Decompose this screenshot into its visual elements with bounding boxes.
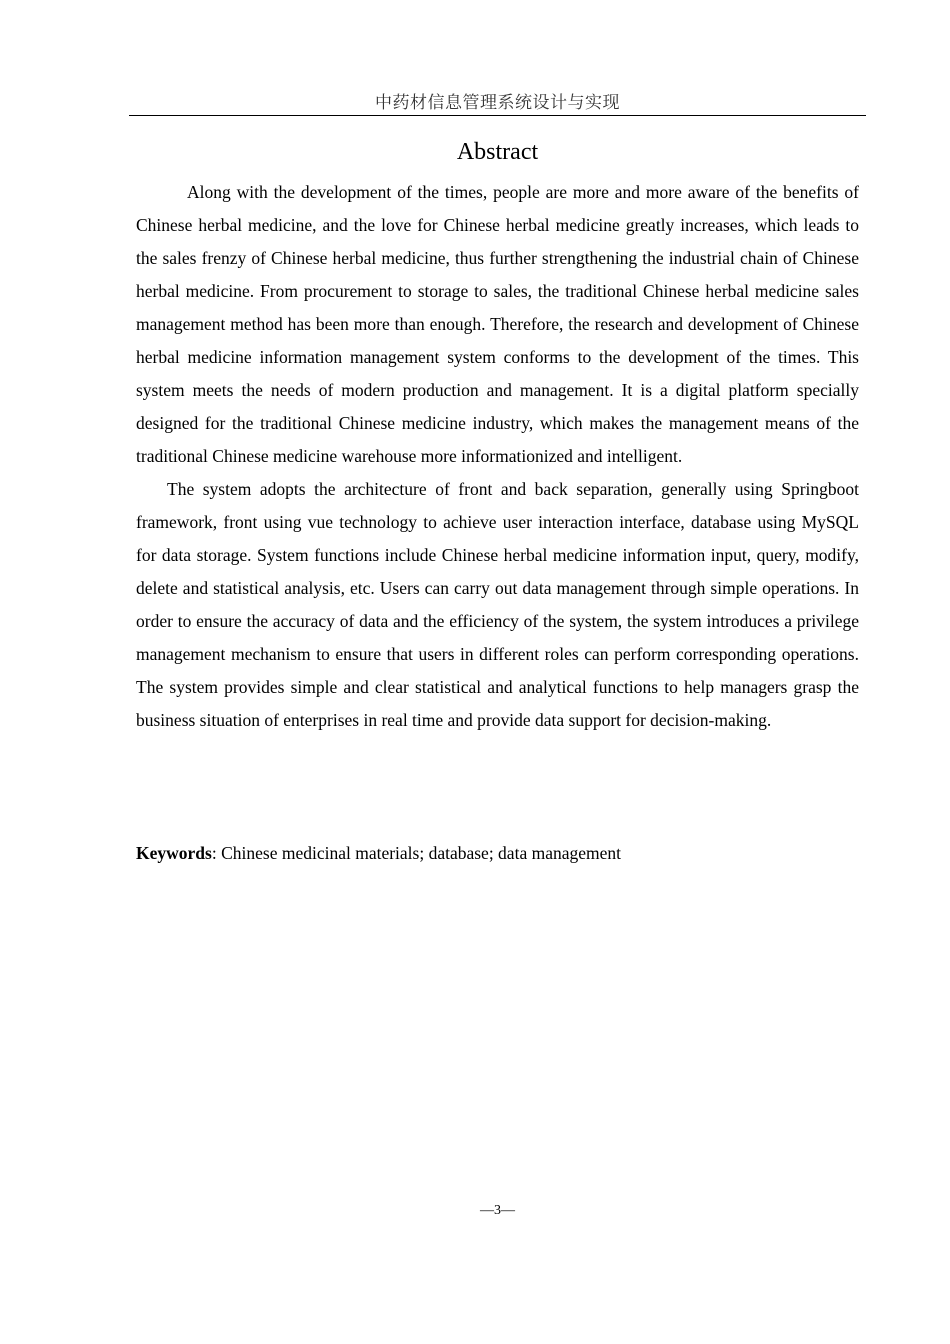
header-rule <box>129 115 866 116</box>
page-number: —3— <box>480 1203 515 1218</box>
abstract-heading: Abstract <box>456 139 539 165</box>
abstract-paragraph-2: The system adopts the architecture of front and back separation, generally using Springboot framework, front using vue technology to achieve user interaction interface, database using MySQL for data storage. System functions include Chinese herbal medicine information input, query, modify, delete and statistical analysis, etc. Users can carry out data management through simple operations. In order to ensure the accuracy of data and the efficiency of the system, the system introduces a privilege management mechanism to ensure that users in different roles can perform corresponding operations. The system provides simple and clear statistical and analytical functions to help managers grasp the business situation of enterprises in real time and provide data support for decision-making. <box>136 479 859 730</box>
keywords-separator: : <box>211 843 222 863</box>
keywords-label: Keywords <box>136 843 212 863</box>
abstract-body <box>136 176 859 737</box>
keywords-text: Chinese medicinal materials; database; data management <box>221 843 621 863</box>
abstract-paragraph-1: Along with the development of the times, people are more and more aware of the benefits of Chinese herbal medicine, and the love for Chinese herbal medicine greatly increases, which leads to the sales frenzy of Chinese herbal medicine, thus further strengthening the industrial chain of Chinese herbal medicine. From procurement to storage to sales, the traditional Chinese herbal medicine sales management method has been more than enough. Therefore, the research and development of Chinese herbal medicine information management system conforms to the development of the times. This system meets the needs of modern production and management. It is a digital platform specially designed for the traditional Chinese medicine industry, which makes the management means of the traditional Chinese medicine warehouse more informationized and intelligent. <box>136 182 859 466</box>
running-header-title: 中药材信息管理系统设计与实现 <box>375 93 620 113</box>
keywords-line <box>136 837 859 870</box>
